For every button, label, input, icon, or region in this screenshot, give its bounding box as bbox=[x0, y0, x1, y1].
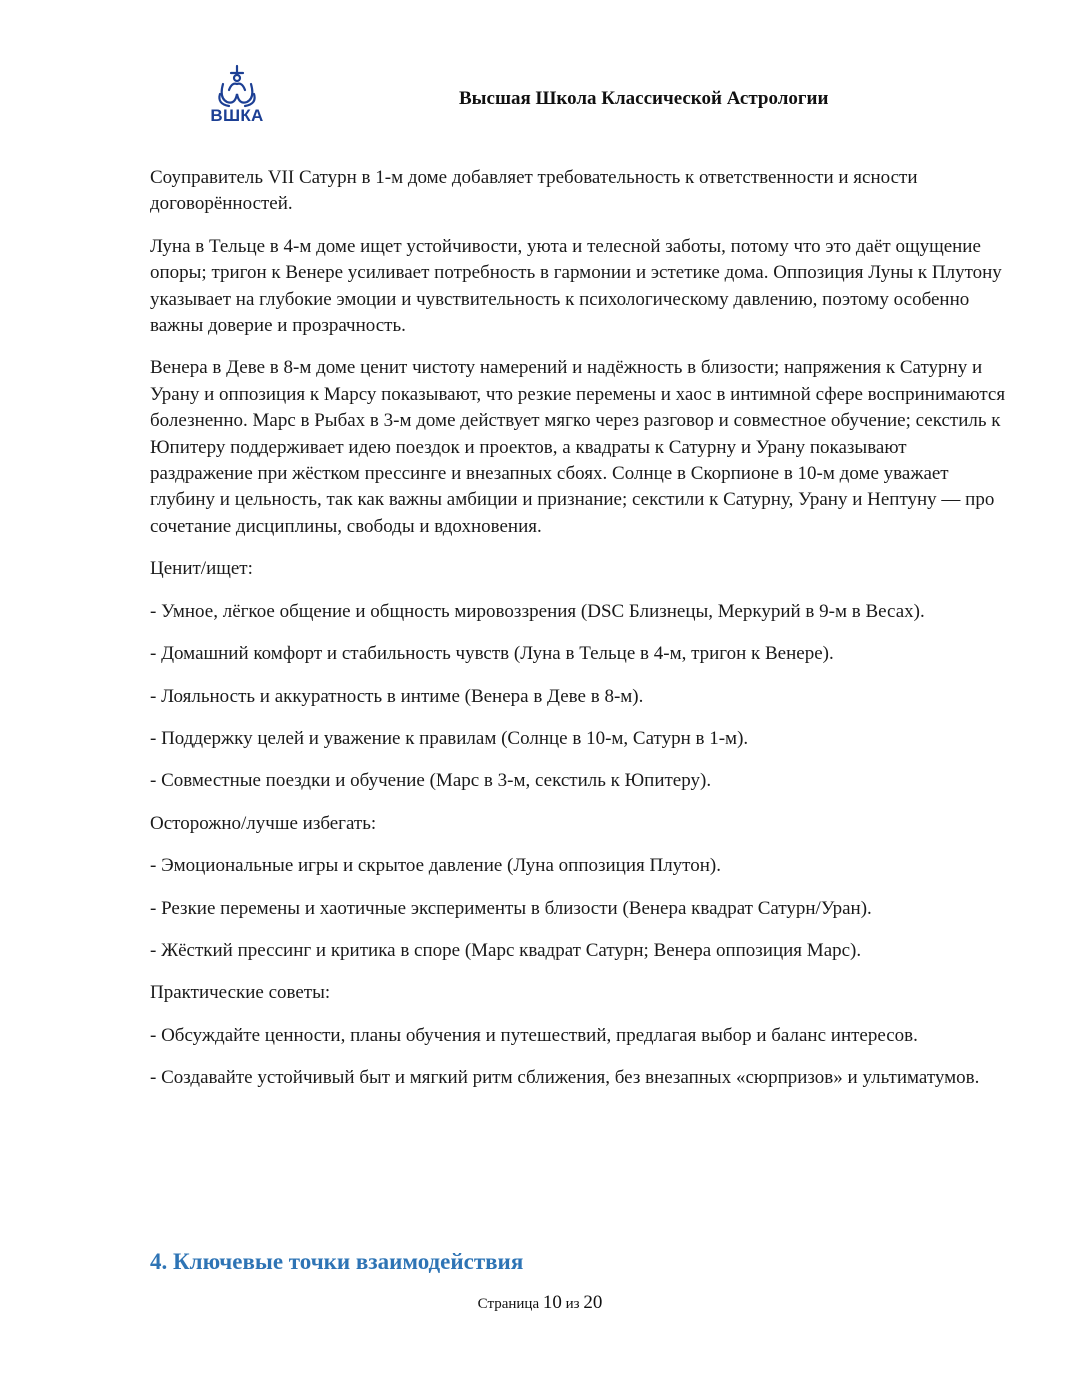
list-item: - Домашний комфорт и стабильность чувств (Луна в Тельце в 4-м, тригон к Венере). bbox=[150, 643, 834, 665]
page-label: Страница bbox=[477, 1296, 540, 1312]
paragraph-venus-virgo: Венера в Деве в 8-м доме ценит чистоту намерений и надёжность в близости; напряжения к Сатурну и Урану и оппозиция к Марсу показывают, что резкие перемены и хаос в интимной сфере воспринимаются болезненно. Марс в Рыбах в 3-м доме действует мягко через разговор и совместное обучение; секстиль к Юпитеру поддерживает идею поездок и проектов, а квадраты к Сатурну и Урану показывают раздражение при жёстком прессинге и внезапных сбоях. Солнце в Скорпионе в 10-м доме уважает глубину и цельность, так как важны амбиции и признание; секстили к Сатурну, Урану и Нептуну — про сочетание дисциплины, свободы и вдохновения. bbox=[150, 357, 1006, 537]
page-footer bbox=[0, 1292, 1080, 1314]
school-name: Высшая Школа Классической Астрологии bbox=[459, 88, 829, 109]
list-item: - Лояльность и аккуратность в интиме (Венера в Деве в 8-м). bbox=[150, 685, 644, 707]
list-item: - Жёсткий прессинг и критика в споре (Марс квадрат Сатурн; Венера оппозиция Марс). bbox=[150, 939, 862, 961]
page-of: из bbox=[565, 1296, 580, 1312]
list-item: - Эмоциональные игры и скрытое давление (Луна оппозиция Плутон). bbox=[150, 855, 721, 877]
section-heading: 4. Ключевые точки взаимодействия bbox=[150, 1249, 524, 1274]
document-body bbox=[150, 165, 1010, 1108]
list-item: - Поддержку целей и уважение к правилам (Солнце в 10-м, Сатурн в 1-м). bbox=[150, 727, 749, 749]
list-item: - Совместные поездки и обучение (Марс в 3-м, секстиль к Юпитеру). bbox=[150, 770, 712, 792]
paragraph-co-ruler-saturn: Соуправитель VII Сатурн в 1-м доме добавляет требовательность к ответственности и ясности договорённостей. bbox=[150, 167, 918, 215]
avoid-heading: Осторожно/лучше избегать: bbox=[150, 812, 377, 834]
logo-text: ВШКА bbox=[210, 106, 264, 125]
page-total: 20 bbox=[583, 1292, 603, 1313]
logo-emblem-icon bbox=[205, 64, 269, 108]
list-item: - Создавайте устойчивый быт и мягкий ритм сближения, без внезапных «сюрпризов» и ультиматумов. bbox=[150, 1067, 980, 1089]
list-item: - Умное, лёгкое общение и общность мировоззрения (DSC Близнецы, Меркурий в 9-м в Весах). bbox=[150, 600, 925, 622]
list-item: - Обсуждайте ценности, планы обучения и путешествий, предлагая выбор и баланс интересов. bbox=[150, 1024, 918, 1046]
school-logo bbox=[205, 64, 269, 128]
page-current: 10 bbox=[542, 1292, 562, 1313]
page-header bbox=[0, 0, 1080, 140]
values-heading: Ценит/ищет: bbox=[150, 558, 253, 580]
list-item: - Резкие перемены и хаотичные эксперименты в близости (Венера квадрат Сатурн/Уран). bbox=[150, 897, 872, 919]
advice-heading: Практические советы: bbox=[150, 982, 331, 1004]
paragraph-moon-taurus: Луна в Тельце в 4-м доме ищет устойчивости, уюта и телесной заботы, потому что это даёт ощущение опоры; тригон к Венере усиливает потребность в гармонии и эстетике дома. Оппозиция Луны к Плутону указывает на глубокие эмоции и чувствительность к психологическому давлению, поэтому особенно важны доверие и прозрачность. bbox=[150, 235, 1002, 337]
